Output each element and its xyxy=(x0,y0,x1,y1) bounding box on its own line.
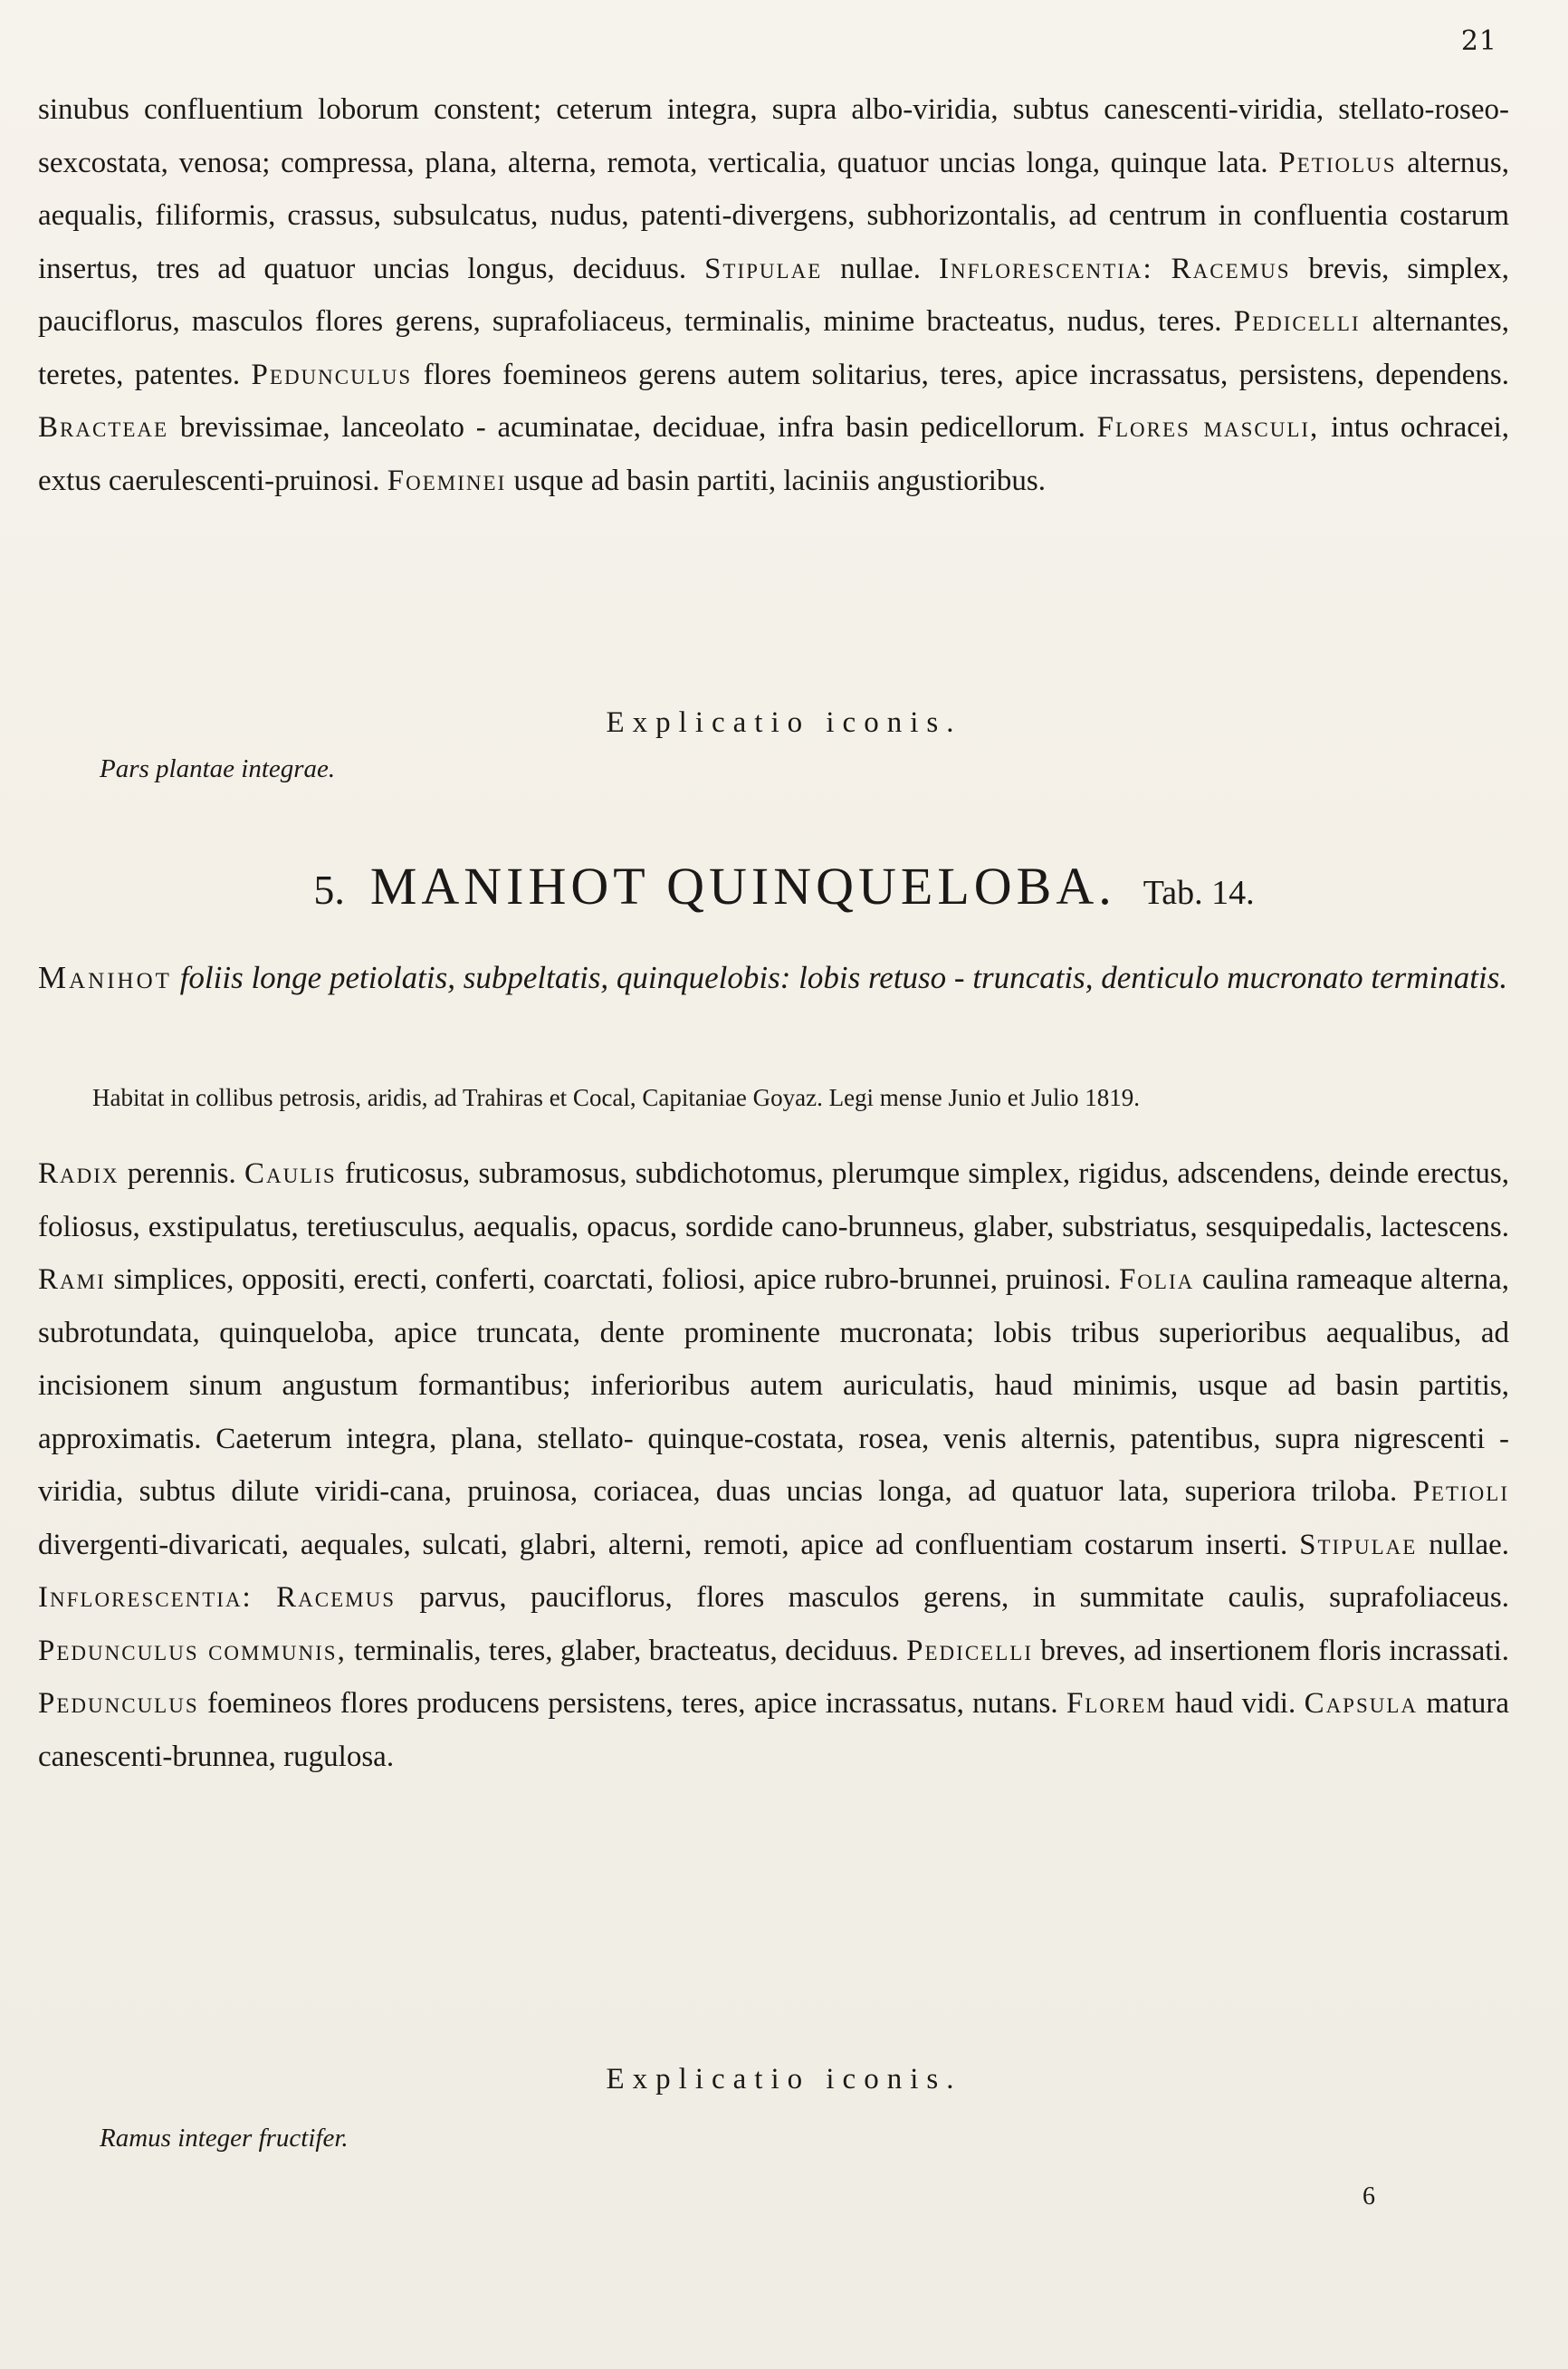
text-run: nullae. xyxy=(1417,1528,1509,1561)
term-label: Bracteae xyxy=(38,411,169,444)
text-run: haud vidi. xyxy=(1166,1687,1305,1720)
term-label: Inflorescentia: xyxy=(38,1581,253,1614)
diagnosis-genus: Manihot xyxy=(38,960,172,995)
term-label: Racemus xyxy=(276,1581,396,1614)
text-run: caulina rameaque alterna, subrotundata, quinqueloba, apice truncata, dente prominente mucronata; lobis tribus superioribus aequalibus, ad incisionem sinum angustum formantibus; inferioribus autem auriculatis, haud minimis, usque ad basin partitis, approximatis. Caeterum integra, plana, stellato- quinque-costata, rosea, venis alternis, patentibus, supra nigrescenti - viridia, subtus dilute viridi-cana, pruinosa, coriacea, duas uncias longa, ad quatuor lata, superiora triloba. xyxy=(38,1263,1509,1508)
term-label: Pedunculus xyxy=(251,358,413,391)
text-run: simplices, oppositi, erecti, conferti, coarctati, foliosi, apice rubro-brunnei, pruinosi. xyxy=(105,1263,1119,1296)
diagnosis-text: foliis longe petiolatis, subpeltatis, quinquelobis: lobis retuso - truncatis, denticulo mucronato terminatis. xyxy=(171,960,1508,995)
page-number: 21 xyxy=(1460,25,1497,57)
figure-note-2: Ramus integer fructifer. xyxy=(100,2124,349,2153)
term-label: Foeminei xyxy=(387,464,507,497)
term-label: Rami xyxy=(38,1263,106,1296)
term-label: Capsula xyxy=(1304,1687,1419,1720)
text-run: foemineos flores producens persistens, teres, apice incrassatus, nutans. xyxy=(198,1687,1066,1720)
text-run: breves, ad insertionem floris incrassati. xyxy=(1032,1634,1510,1667)
species-name: MANIHOT QUINQUELOBA. xyxy=(369,857,1116,916)
text-run: alternantes, teretes, patentes. xyxy=(38,305,1509,391)
term-label: Caulis xyxy=(244,1157,337,1190)
species-heading xyxy=(0,856,1568,916)
explicatio-iconis-heading-1: Explicatio iconis. xyxy=(606,706,962,739)
text-run: usque ad basin partiti, laciniis angustioribus. xyxy=(506,464,1046,497)
species-diagnosis xyxy=(38,953,1509,1003)
term-label: Pedicelli xyxy=(906,1634,1033,1667)
signature-mark: 6 xyxy=(1362,2182,1375,2211)
text-run: terminalis, teres, glaber, bracteatus, deciduus. xyxy=(346,1634,907,1667)
text-run xyxy=(1153,253,1171,285)
term-label: Flores masculi, xyxy=(1096,411,1320,444)
term-label: Florem xyxy=(1066,1687,1167,1720)
text-run: nullae. xyxy=(822,252,939,285)
term-label: Racemus xyxy=(1171,252,1291,285)
text-run: matura canescenti-brunnea, rugulosa. xyxy=(38,1687,1510,1773)
description-paragraph-1 xyxy=(38,83,1509,507)
text-run: brevis, simplex, pauciflorus, masculos flores gerens, suprafoliaceus, terminalis, minime bracteatus, nudus, teres. xyxy=(38,252,1509,338)
term-label: Folia xyxy=(1118,1263,1195,1296)
text-run: brevissimae, lanceolato - acuminatae, deciduae, infra basin pedicellorum. xyxy=(168,411,1097,444)
term-label: Inflorescentia: xyxy=(938,252,1153,285)
text-run: perennis. xyxy=(119,1157,244,1190)
term-label: Petiolus xyxy=(1278,146,1397,179)
term-label: Stipulae xyxy=(1299,1528,1418,1561)
text-run: parvus, pauciflorus, flores masculos gerens, in summitate caulis, suprafoliaceus. xyxy=(396,1581,1510,1614)
plate-reference: Tab. 14. xyxy=(1143,874,1255,912)
text-run: intus ochracei, extus caerulescenti-pruinosi. xyxy=(38,411,1509,497)
text-run: flores foemineos gerens autem solitarius, teres, apice incrassatus, persistens, dependens. xyxy=(412,358,1509,391)
explicatio-iconis-heading-2: Explicatio iconis. xyxy=(606,2063,962,2096)
term-label: Pedunculus xyxy=(38,1687,199,1720)
text-run: fruticosus, subramosus, subdichotomus, plerumque simplex, rigidus, adscendens, deinde erectus, foliosus, exstipulatus, teretiusculus, aequalis, opacus, sordide cano-brunneus, glaber, substriatus, sesquipedalis, lactescens. xyxy=(38,1157,1510,1243)
habitat-note: Habitat in collibus petrosis, aridis, ad Trahiras et Cocal, Capitaniae Goyaz. Legi mense Junio et Julio 1819. xyxy=(92,1084,1141,1111)
figure-note-1: Pars plantae integrae. xyxy=(100,754,336,783)
description-paragraph-2 xyxy=(38,1147,1509,1783)
species-number: 5. xyxy=(313,867,345,913)
text-run: sinubus confluentium loborum constent; ceterum integra, supra albo-viridia, subtus canescenti-viridia, stellato-roseo-sexcostata, venosa; compressa, plana, alterna, remota, verticalia, quatuor uncias longa, quinque lata. xyxy=(38,93,1509,179)
text-run: alternus, aequalis, filiformis, crassus, subsulcatus, nudus, patenti-divergens, subhorizontalis, ad centrum in confluentia costarum insertus, tres ad quatuor uncias longus, deciduus. xyxy=(38,146,1510,285)
term-label: Petioli xyxy=(1412,1475,1509,1508)
text-run xyxy=(253,1581,276,1614)
text-run: divergenti-divaricati, aequales, sulcati, glabri, alterni, remoti, apice ad confluentiam costarum inserti. xyxy=(38,1528,1300,1561)
term-label: Pedicelli xyxy=(1233,305,1361,338)
term-label: Radix xyxy=(38,1157,120,1190)
term-label: Stipulae xyxy=(704,252,823,285)
term-label: Pedunculus communis, xyxy=(38,1634,347,1667)
